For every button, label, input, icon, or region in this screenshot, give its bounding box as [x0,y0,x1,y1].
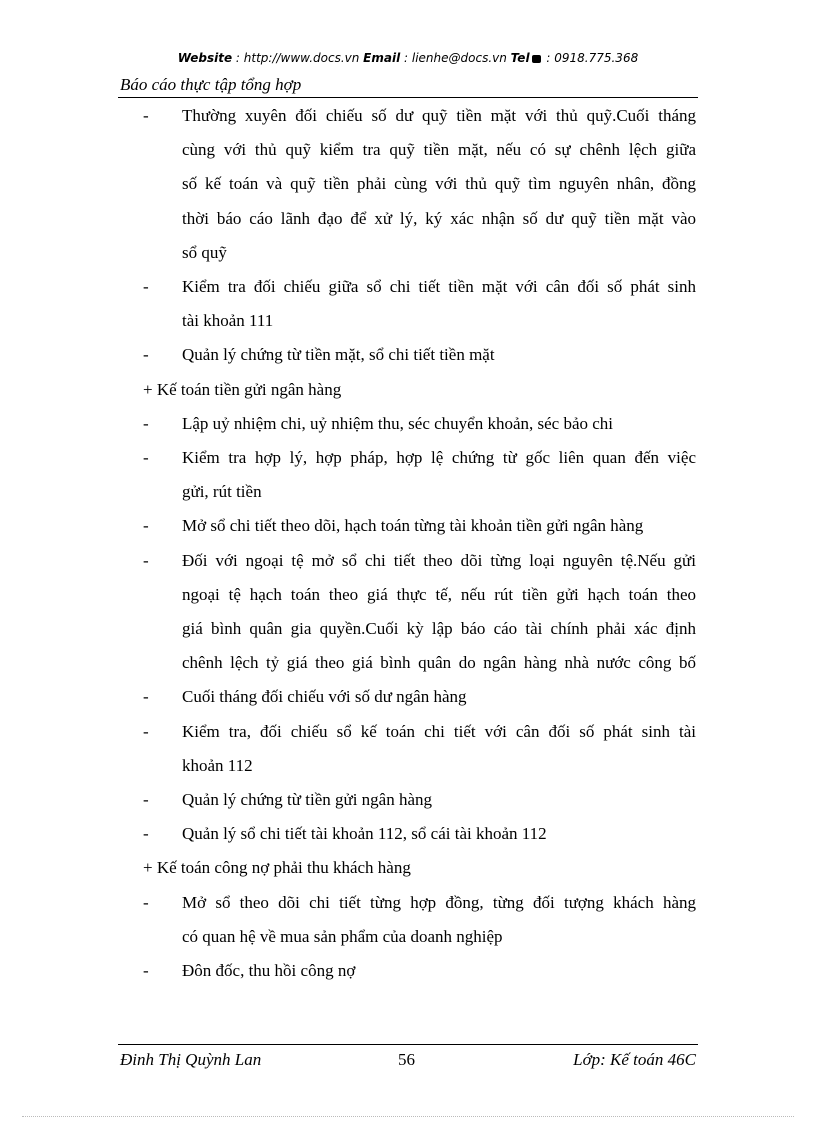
bullet-dash: - [143,277,149,296]
line-text: Quản lý sổ chi tiết tài khoản 112, sổ cái tài khoản 112 [182,824,547,844]
footer-divider [118,1044,698,1045]
running-header-title: Báo cáo thực tập tổng hợp [120,75,302,94]
line-text: sổ quỹ [182,242,227,262]
text-line [0,136,816,164]
text-line [0,547,816,575]
line-text: Cuối tháng đối chiếu với số dư ngân hàng [182,687,467,707]
tel-label: Tel [510,51,530,65]
text-line [0,512,816,540]
line-text: giá bình quân gia quyền.Cuối kỳ lập báo cáo tài chính phải xác định [182,619,696,638]
line-text: tài khoản 111 [182,311,274,331]
footer-page-number: 56 [398,1050,415,1069]
email-value: : lienhe@docs.vn [400,51,511,65]
bullet-dash: - [143,413,149,433]
line-text: Kiểm tra, đối chiếu sổ kế toán chi tiết với cân đối số phát sinh tài [182,721,696,741]
line-text: khoản 112 [182,755,253,775]
text-line [0,820,816,848]
line-text: Mở sổ theo dõi chi tiết từng hợp đồng, từng đối tượng khách hàng [182,892,696,912]
text-line [0,889,816,917]
website-label: Website [177,51,233,65]
text-line [0,444,816,472]
line-text: chênh lệch tỷ giá theo giá bình quân do ngân hàng nhà nước công bố [182,653,696,673]
bullet-dash: - [143,687,149,707]
text-line [0,752,816,780]
text-line [0,410,816,438]
bullet-dash: - [143,106,149,125]
line-text: có quan hệ về mua sản phẩm của doanh nghiệp [182,926,503,946]
footer-author: Đinh Thị Quỳnh Lan [120,1050,262,1069]
bullet-dash: - [143,345,149,365]
header-divider [118,97,698,98]
footer-class: Lớp: Kế toán 46C [573,1050,696,1069]
line-text: Đối với ngoại tệ mở sổ chi tiết theo dõi từng loại nguyên tệ.Nếu gửi [182,550,696,570]
text-line [0,376,816,404]
text-line [0,957,816,985]
text-line [0,205,816,233]
text-line [0,649,816,677]
line-text: Kiểm tra hợp lý, hợp pháp, hợp lệ chứng từ gốc liên quan đến việc [182,448,696,467]
bullet-dash: - [143,550,149,570]
line-text: Quản lý chứng từ tiền gửi ngân hàng [182,790,433,809]
text-line [0,923,816,951]
line-text: Thường xuyên đối chiếu số dư quỹ tiền mặt với thủ quỹ.Cuối tháng [182,106,696,125]
email-label: Email [363,51,401,65]
website-value: : http://www.docs.vn [232,51,364,65]
text-line [0,239,816,267]
line-text: số kế toán và quỹ tiền phải cùng với thủ quỹ tìm nguyên nhân, đồng [182,174,696,194]
bullet-dash: - [143,824,149,844]
text-line [0,102,816,130]
text-line [0,478,816,506]
line-text: thời báo cáo lãnh đạo để xử lý, ký xác nhận số dư quỹ tiền mặt vào [182,208,696,228]
text-line [0,170,816,198]
line-text: Đôn đốc, thu hồi công nợ [182,961,356,980]
bullet-dash: - [143,790,149,809]
line-text: Kiểm tra đối chiếu giữa sổ chi tiết tiền mặt với cân đối số phát sinh [182,277,696,296]
bullet-dash: - [143,961,149,980]
text-line [0,273,816,301]
bullet-dash: - [143,448,149,467]
line-text: Mở sổ chi tiết theo dõi, hạch toán từng tài khoản tiền gửi ngân hàng [182,516,644,536]
bullet-dash: - [143,721,149,741]
line-text: gửi, rút tiền [182,482,262,502]
tel-value: : 0918.775.368 [542,51,639,65]
line-text: ngoại tệ hạch toán theo giá thực tế, nếu rút tiền gửi hạch toán theo [182,584,696,604]
text-line [0,854,816,882]
line-text: Lập uỷ nhiệm chi, uỷ nhiệm thu, séc chuyển khoản, séc bảo chi [182,413,614,433]
line-text: cùng với thủ quỹ kiểm tra quỹ tiền mặt, nếu có sự chênh lệch giữa [182,140,696,160]
section-heading: + Kế toán tiền gửi ngân hàng [143,379,342,399]
bullet-dash: - [143,516,149,536]
page-bottom-border [22,1116,794,1117]
bullet-dash: - [143,892,149,912]
text-line [0,615,816,643]
line-text: Quản lý chứng từ tiền mặt, sổ chi tiết tiền mặt [182,345,495,365]
text-line [0,307,816,335]
text-line [0,786,816,814]
text-line [0,718,816,746]
text-line [0,341,816,369]
section-heading: + Kế toán công nợ phải thu khách hàng [143,858,411,878]
website-contact-line [0,51,816,65]
phone-icon [532,55,541,63]
text-line [0,683,816,711]
text-line [0,581,816,609]
